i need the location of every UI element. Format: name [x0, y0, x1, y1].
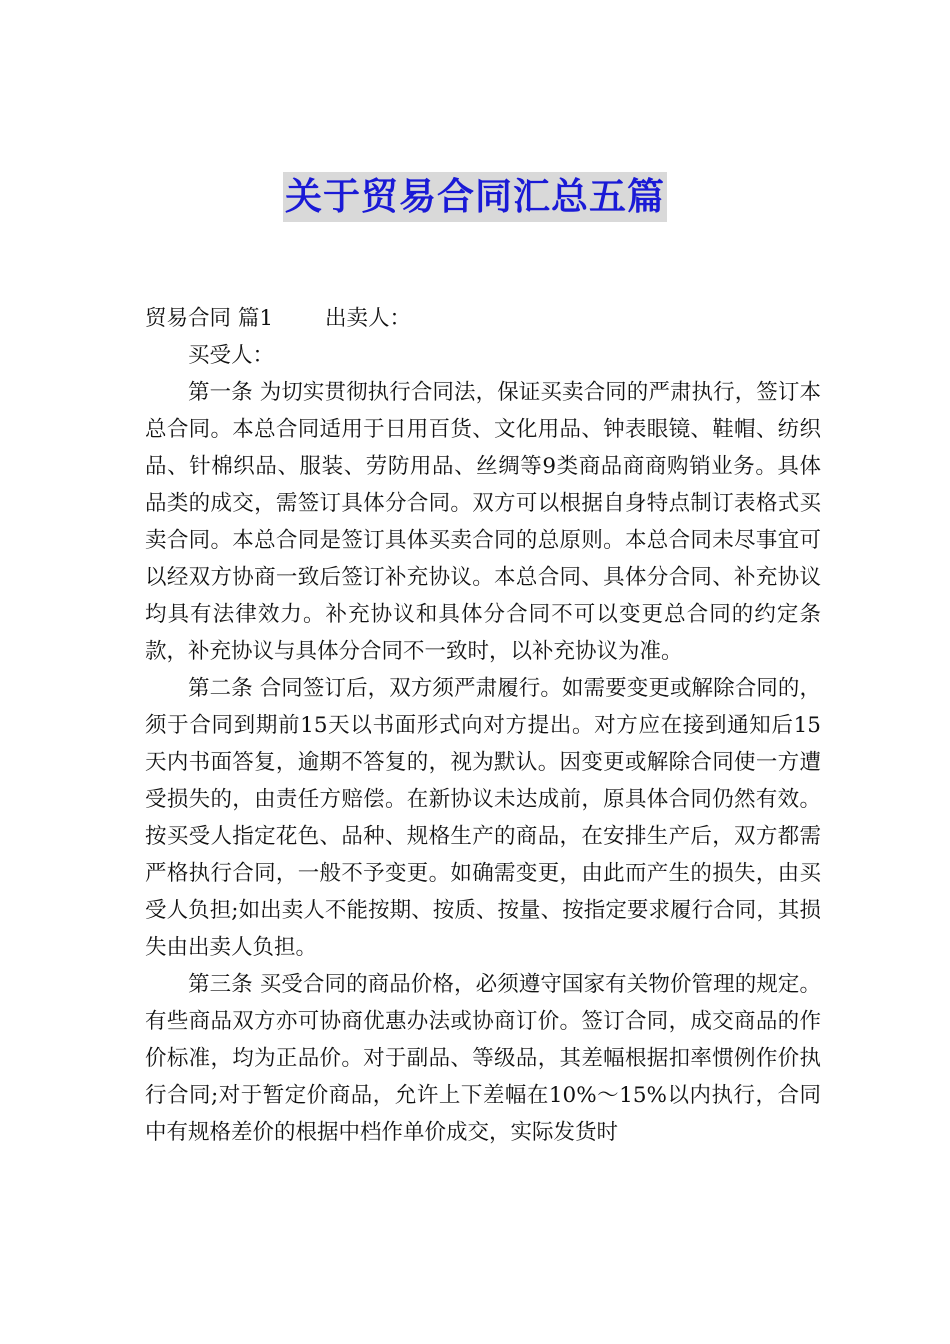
document-title — [0, 172, 950, 222]
paragraph-article-2: 第二条 合同签订后，双方须严肃履行。如需要变更或解除合同的，须于合同到期前15天以书面形式向对方提出。对方应在接到通知后15天内书面答复，逾期不答复的，视为默认。因变更或解除合同使一方遭受损失的，由责任方赔偿。在新协议未达成前，原具体合同仍然有效。按买受人指定花色、品种、规格生产的商品，在安排生产后，双方都需严格执行合同，一般不予变更。如确需变更，由此而产生的损失，由买受人负担;如出卖人不能按期、按质、按量、按指定要求履行合同，其损失由出卖人负担。 — [145, 676, 821, 960]
paragraph-article-1: 第一条 为切实贯彻执行合同法，保证买卖合同的严肃执行，签订本总合同。本总合同适用于日用百货、文化用品、钟表眼镜、鞋帽、纺织品、针棉织品、服装、劳防用品、丝绸等9类商品商商购销业务。具体品类的成交，需签订具体分合同。双方可以根据自身特点制订表格式买卖合同。本总合同是签订具体买卖合同的总原则。本总合同未尽事宜可以经双方协商一致后签订补充协议。本总合同、具体分合同、补充协议均具有法律效力。补充协议和具体分合同不可以变更总合同的约定条款，补充协议与具体分合同不一致时，以补充协议为准。 — [145, 380, 821, 664]
heading-line — [145, 300, 821, 337]
buyer-label: 买受人： — [188, 343, 275, 368]
section-heading: 贸易合同 篇1 — [145, 306, 274, 331]
seller-label: 出卖人： — [325, 306, 412, 331]
document-title-text: 关于贸易合同汇总五篇 — [283, 172, 667, 222]
paragraph-article-3: 第三条 买受合同的商品价格，必须遵守国家有关物价管理的规定。有些商品双方亦可协商优惠办法或协商订价。签订合同，成交商品的作价标准，均为正品价。对于副品、等级品，其差幅根据扣率惯例作价执行合同;对于暂定价商品，允许上下差幅在10%～15%以内执行，合同中有规格差价的根据中档作单价成交，实际发货时 — [145, 972, 821, 1145]
document-body — [145, 300, 821, 1151]
